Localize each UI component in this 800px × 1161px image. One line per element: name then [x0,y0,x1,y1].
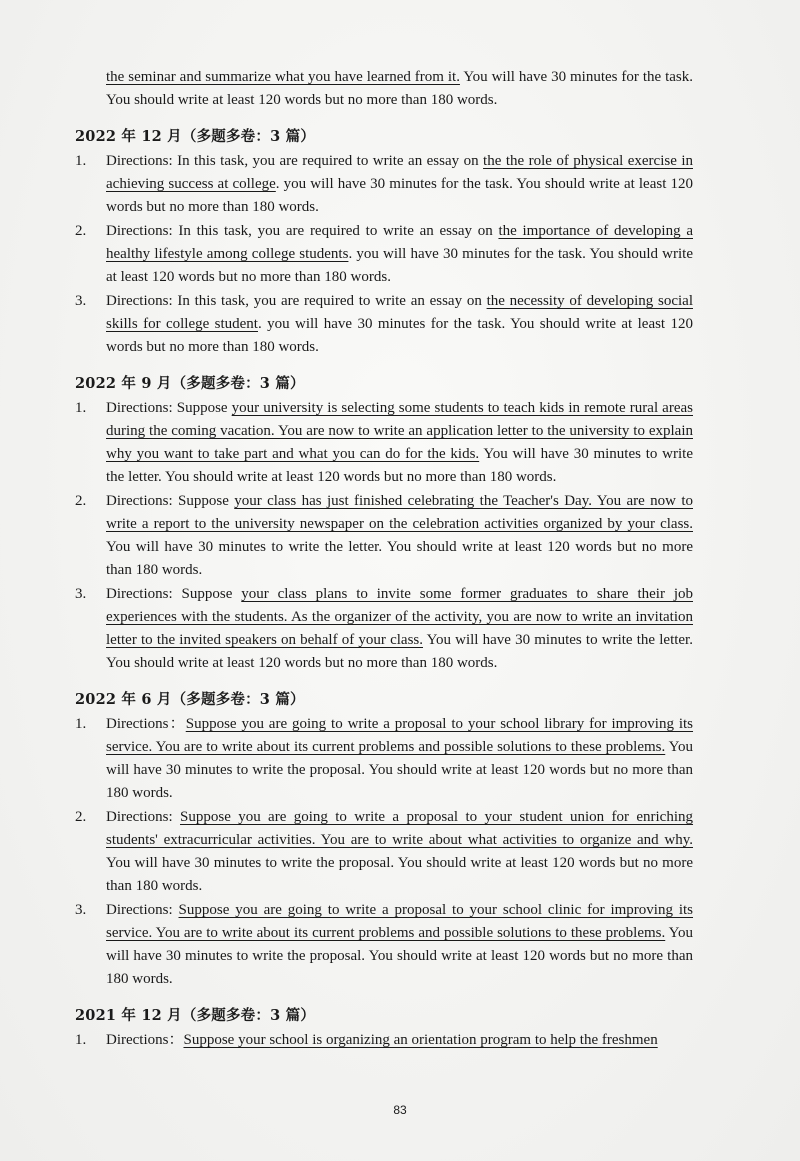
item-text [106,583,693,675]
item-number: 1. [75,153,87,169]
item-topic: Suppose you are going to write a proposal to your school library for improving its service. You are to write about its current problems and possible solutions to these problems. [106,716,694,755]
item-number: 1. [75,1032,87,1048]
item-text [106,220,693,289]
item-topic: Suppose you are going to write a proposal to your student union for enriching students' extracurricular activities. You are to write about what activities to organize and why. [106,809,694,848]
question-item [75,220,693,289]
item-post: . you will have 30 minutes for the task. You should write at least 120 words but no more than 180 words. [106,176,693,215]
item-text [106,899,693,991]
item-text [106,490,693,582]
section-2022-06 [75,689,693,991]
question-item [75,806,693,898]
item-number: 2. [75,809,87,825]
item-topic: your class has just finished celebrating the Teacher's Day. You are now to write a report to the university newspaper on the celebration activities organized by your class. [106,493,693,532]
item-post: You will have 30 minutes to write the letter. You should write at least 120 words but no more than 180 words. [106,539,693,578]
item-post: . you will have 30 minutes for the task. You should write at least 120 words but no more than 180 words. [106,246,693,285]
item-text [106,1029,693,1052]
item-post: You will have 30 minutes to write the proposal. You should write at least 120 words but no more than 180 words. [106,739,693,801]
item-post: You will have 30 minutes to write the letter. You should write at least 120 words but no more than 180 words. [106,446,693,485]
item-number: 2. [75,223,87,239]
section-2022-09 [75,373,693,675]
intro-underlined: the seminar and summarize what you have learned from it. [106,69,460,85]
intro-paragraph [75,66,693,112]
question-item [75,1029,693,1052]
item-topic: your university is selecting some students to teach kids in remote rural areas during the coming vacation. You are now to write an application letter to the university to explain why you want to take part and what you can do for the kids. [106,400,693,462]
item-post: You will have 30 minutes to write the letter. You should write at least 120 words but no more than 180 words. [106,632,693,671]
question-item [75,397,693,489]
question-item [75,490,693,582]
item-text [106,806,693,898]
section-2021-12 [75,1005,693,1052]
item-pre: Directions： [106,1032,184,1048]
item-pre: Directions: [106,809,181,825]
item-number: 2. [75,493,87,509]
section-heading: 2021 年 12 月（多题多卷：3 篇） [75,1007,316,1024]
item-number: 3. [75,293,87,309]
item-topic: your class plans to invite some former graduates to share their job experiences with the students. As the organizer of the activity, you are now to write an invitation letter to the invited speakers on behalf of your class. [106,586,693,648]
item-text [106,290,693,359]
page-content [75,66,693,1053]
item-topic: the importance of developing a healthy lifestyle among college students [106,223,693,262]
item-number: 1. [75,716,87,732]
item-topic: Suppose your school is organizing an orientation program to help the freshmen [183,1032,658,1048]
item-pre: Directions： [106,716,186,732]
section-heading: 2022 年 9 月（多题多卷：3 篇） [75,375,305,392]
question-item [75,899,693,991]
intro-text: You will have 30 minutes for the task. You should write at least 120 words but no more than 180 words. [106,69,693,108]
question-item [75,290,693,359]
item-post: . you will have 30 minutes for the task. You should write at least 120 words but no more than 180 words. [106,316,693,355]
page-number: 83 [393,1103,407,1117]
item-pre: Directions: In this task, you are required to write an essay on [106,293,487,309]
item-topic: Suppose you are going to write a proposal to your school clinic for improving its service. You are to write about its current problems and possible solutions to these problems. [106,902,693,941]
item-post: You will have 30 minutes to write the proposal. You should write at least 120 words but no more than 180 words. [106,925,693,987]
item-pre: Directions: Suppose [106,400,232,416]
item-topic: the necessity of developing social skills for college student [106,293,693,332]
item-number: 3. [75,586,87,602]
question-item [75,713,693,805]
item-number: 1. [75,400,87,416]
item-pre: Directions: In this task, you are required to write an essay on [106,223,499,239]
item-text [106,713,693,805]
item-pre: Directions: Suppose [106,493,235,509]
section-heading: 2022 年 6 月（多题多卷：3 篇） [75,691,305,708]
item-topic: the the role of physical exercise in achieving success at college [106,153,693,192]
item-pre: Directions: [106,902,179,918]
item-number: 3. [75,902,87,918]
item-pre: Directions: In this task, you are required to write an essay on [106,153,484,169]
section-2022-12 [75,126,693,359]
question-item [75,150,693,219]
item-post: You will have 30 minutes to write the proposal. You should write at least 120 words but no more than 180 words. [106,855,693,894]
section-heading: 2022 年 12 月（多题多卷：3 篇） [75,128,316,145]
question-item [75,583,693,675]
item-pre: Directions: Suppose [106,586,242,602]
item-text [106,397,693,489]
item-text [106,150,693,219]
